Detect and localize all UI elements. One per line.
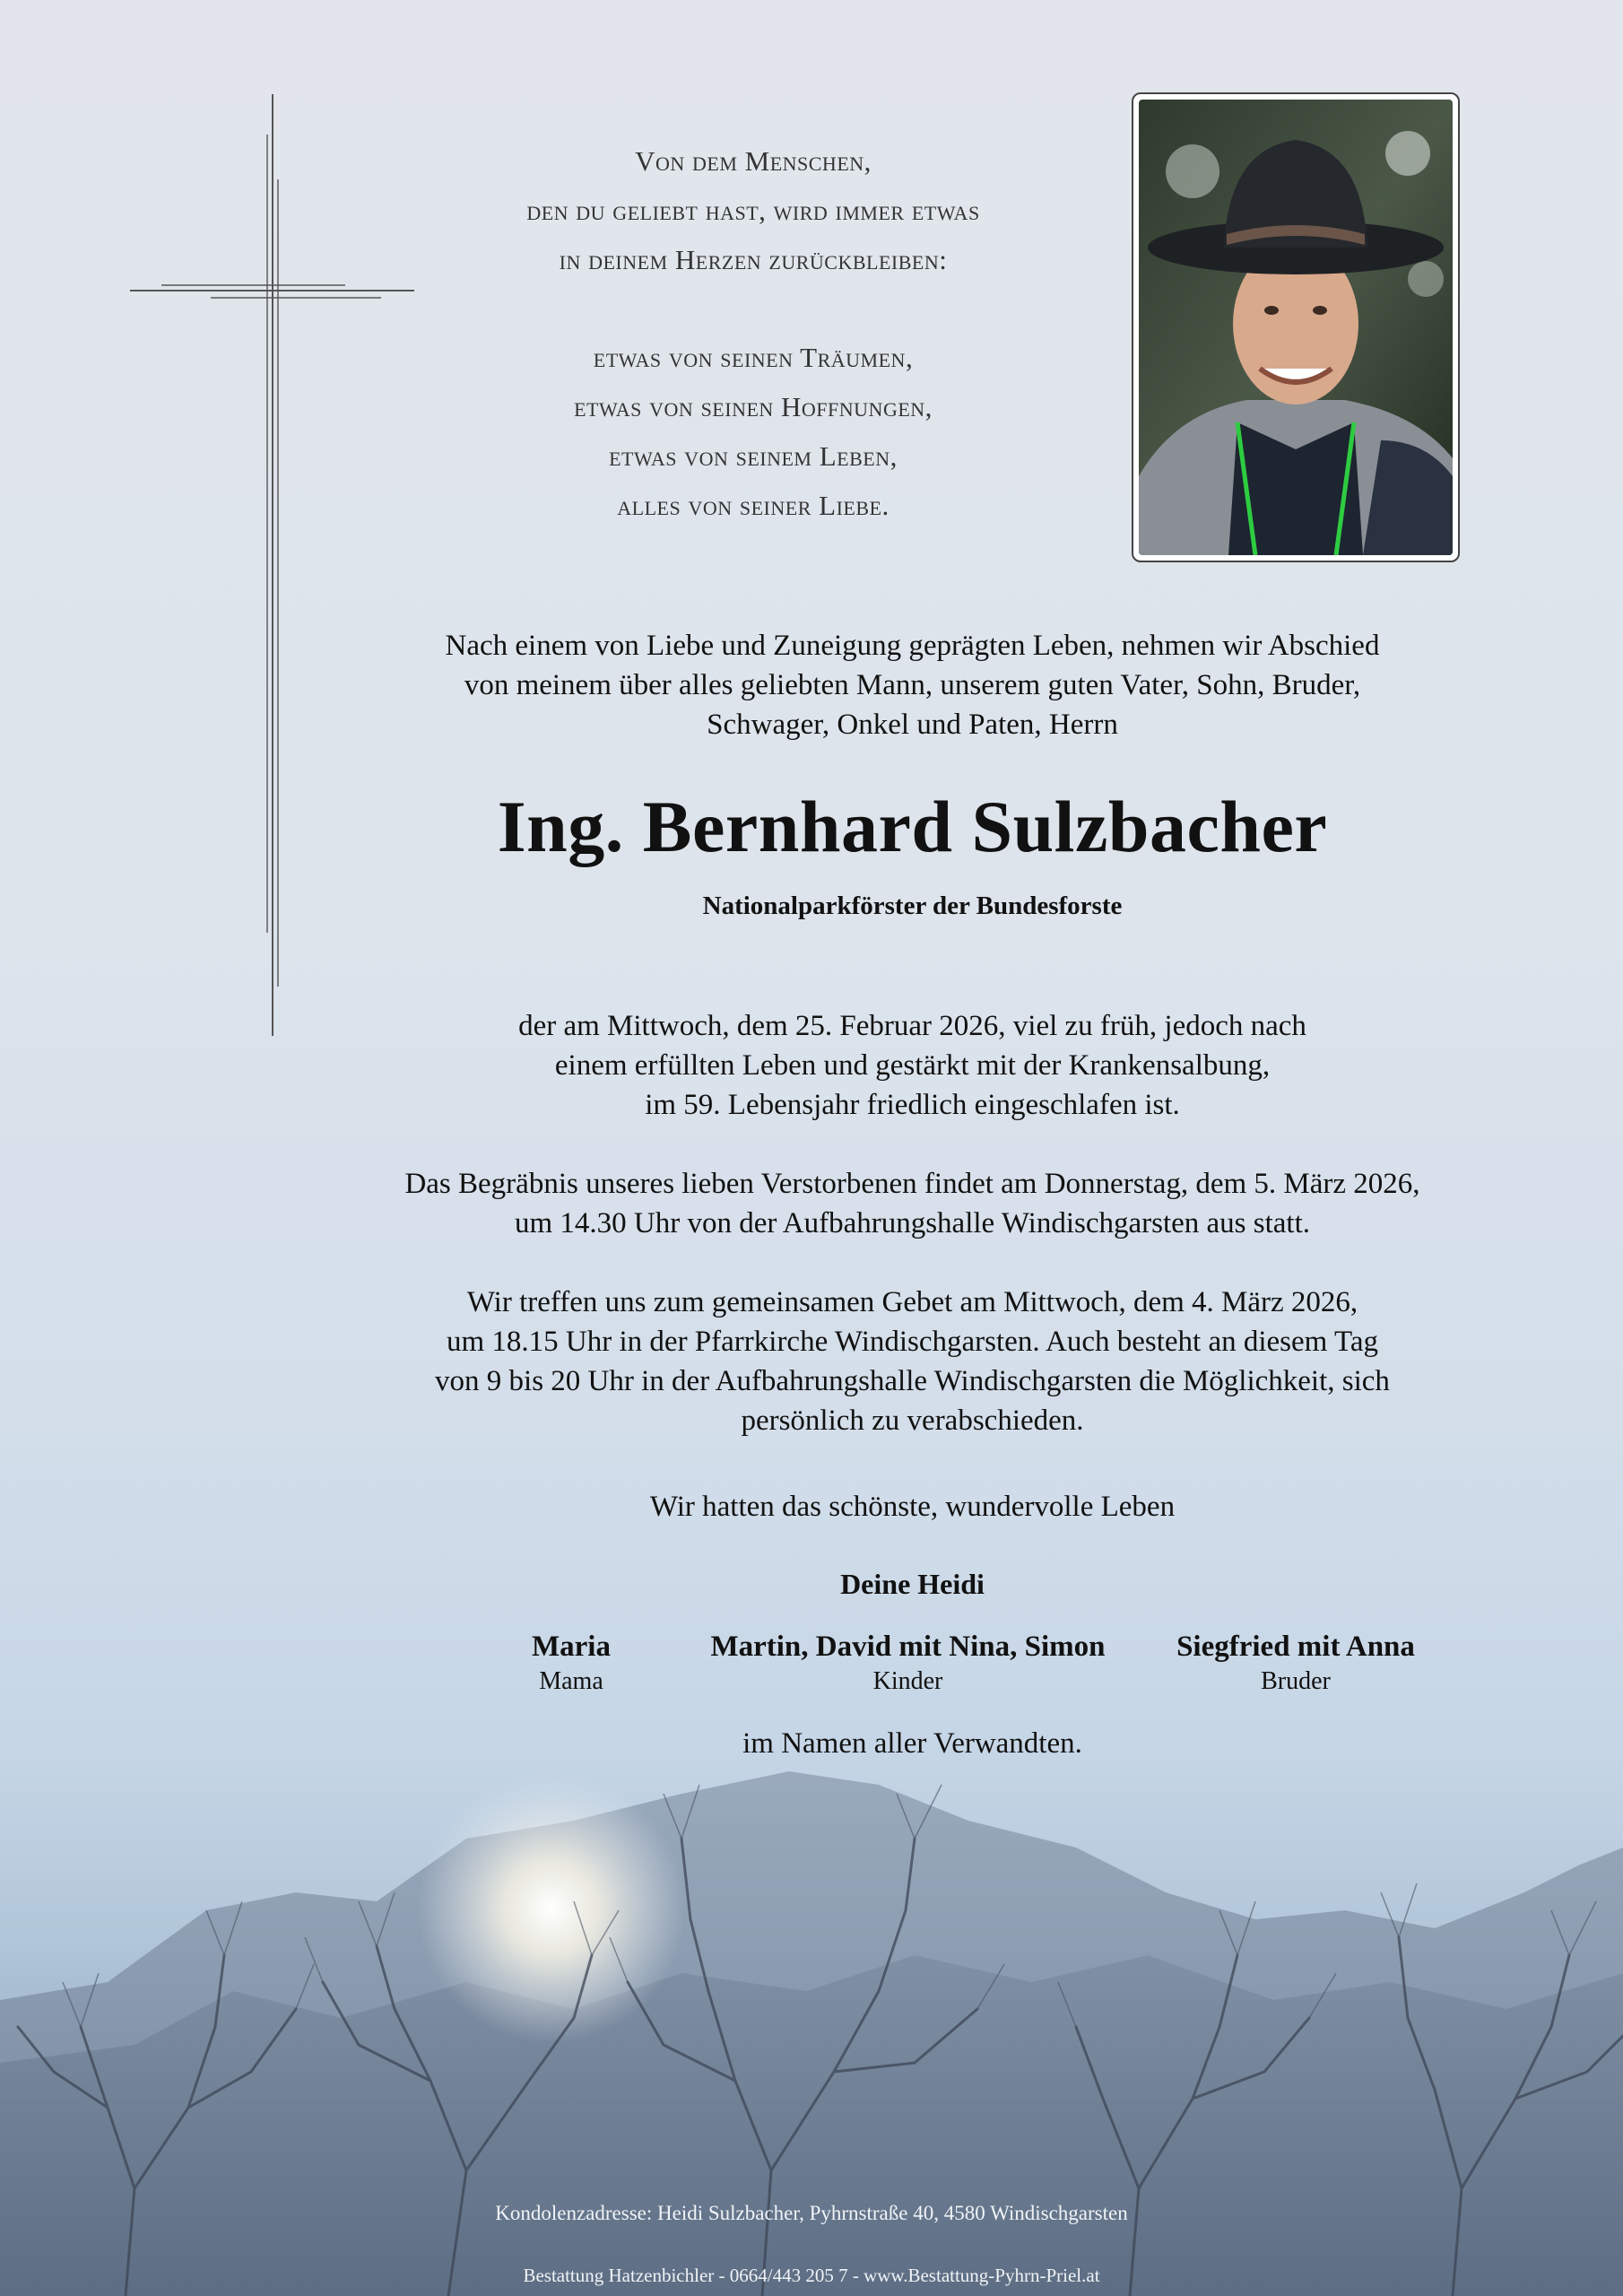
condolence-address: Kondolenzadresse: Heidi Sulzbacher, Pyhrnstraße 40, 4580 Windischgarsten	[495, 2202, 1128, 2224]
text-line: von 9 bis 20 Uhr in der Aufbahrungshalle Windischgarsten die Möglichkeit, sich	[435, 1365, 1390, 1397]
family-name: Maria	[532, 1631, 611, 1663]
poem-line: etwas von seinem Leben,	[609, 440, 898, 472]
signer-name: Deine Heidi	[840, 1568, 985, 1600]
text-line: um 18.15 Uhr in der Pfarrkirche Windischgarsten. Auch besteht an diesem Tag	[447, 1326, 1378, 1358]
text-line: von meinem über alles geliebten Mann, unserem guten Vater, Sohn, Bruder,	[464, 669, 1361, 701]
death-notice-text	[305, 1006, 1520, 1125]
deceased-role: Nationalparkförster der Bundesforste	[702, 891, 1123, 920]
text-line: im 59. Lebensjahr friedlich eingeschlafen ist.	[645, 1089, 1180, 1121]
family-name: Siegfried mit Anna	[1176, 1631, 1415, 1663]
poem-line: alles von seiner Liebe.	[617, 490, 890, 521]
portrait-photo	[1132, 92, 1460, 562]
family-relation: Mama	[539, 1667, 603, 1695]
family-member	[1148, 1628, 1444, 1698]
poem-line: Von dem Menschen,	[635, 145, 872, 177]
poem-line: etwas von seinen Träumen,	[593, 342, 914, 373]
text-line: Das Begräbnis unseres lieben Verstorbenen findet am Donnerstag, dem 5. März 2026,	[404, 1168, 1420, 1200]
text-line: persönlich zu verabschieden.	[741, 1405, 1084, 1437]
family-relation: Kinder	[872, 1667, 943, 1695]
poem-line: etwas von seinen Hoffnungen,	[574, 391, 933, 422]
text-line: der am Mittwoch, dem 25. Februar 2026, viel zu früh, jedoch nach	[518, 1010, 1306, 1042]
poem-line: den du geliebt hast, wird immer etwas	[526, 195, 980, 226]
text-line: Schwager, Onkel und Paten, Herrn	[707, 709, 1118, 741]
undertaker-info: Bestattung Hatzenbichler - 0664/443 205 7 - www.Bestattung-Pyhrn-Priel.at	[523, 2265, 1100, 2286]
life-text: Wir hatten das schönste, wundervolle Leben	[649, 1491, 1176, 1523]
text-line: Nach einem von Liebe und Zuneigung geprägten Leben, nehmen wir Abschied	[445, 630, 1380, 662]
poem	[395, 136, 1112, 530]
deceased-name: Ing. Bernhard Sulzbacher	[497, 786, 1328, 867]
family-relation: Bruder	[1261, 1667, 1331, 1695]
text-line: Wir treffen uns zum gemeinsamen Gebet am Mittwoch, dem 4. März 2026,	[466, 1286, 1358, 1318]
prayer-text	[305, 1283, 1520, 1440]
family-member	[482, 1628, 661, 1698]
text-line: um 14.30 Uhr von der Aufbahrungshalle Windischgarsten aus statt.	[514, 1207, 1311, 1239]
family-member	[664, 1628, 1152, 1698]
intro-text	[305, 626, 1520, 744]
closing-text: im Namen aller Verwandten.	[742, 1727, 1082, 1760]
text-line: einem erfüllten Leben und gestärkt mit der Krankensalbung,	[554, 1049, 1271, 1082]
family-name: Martin, David mit Nina, Simon	[710, 1631, 1106, 1663]
funeral-text	[305, 1164, 1520, 1243]
poem-line: in deinem Herzen zurückbleiben:	[559, 244, 948, 275]
